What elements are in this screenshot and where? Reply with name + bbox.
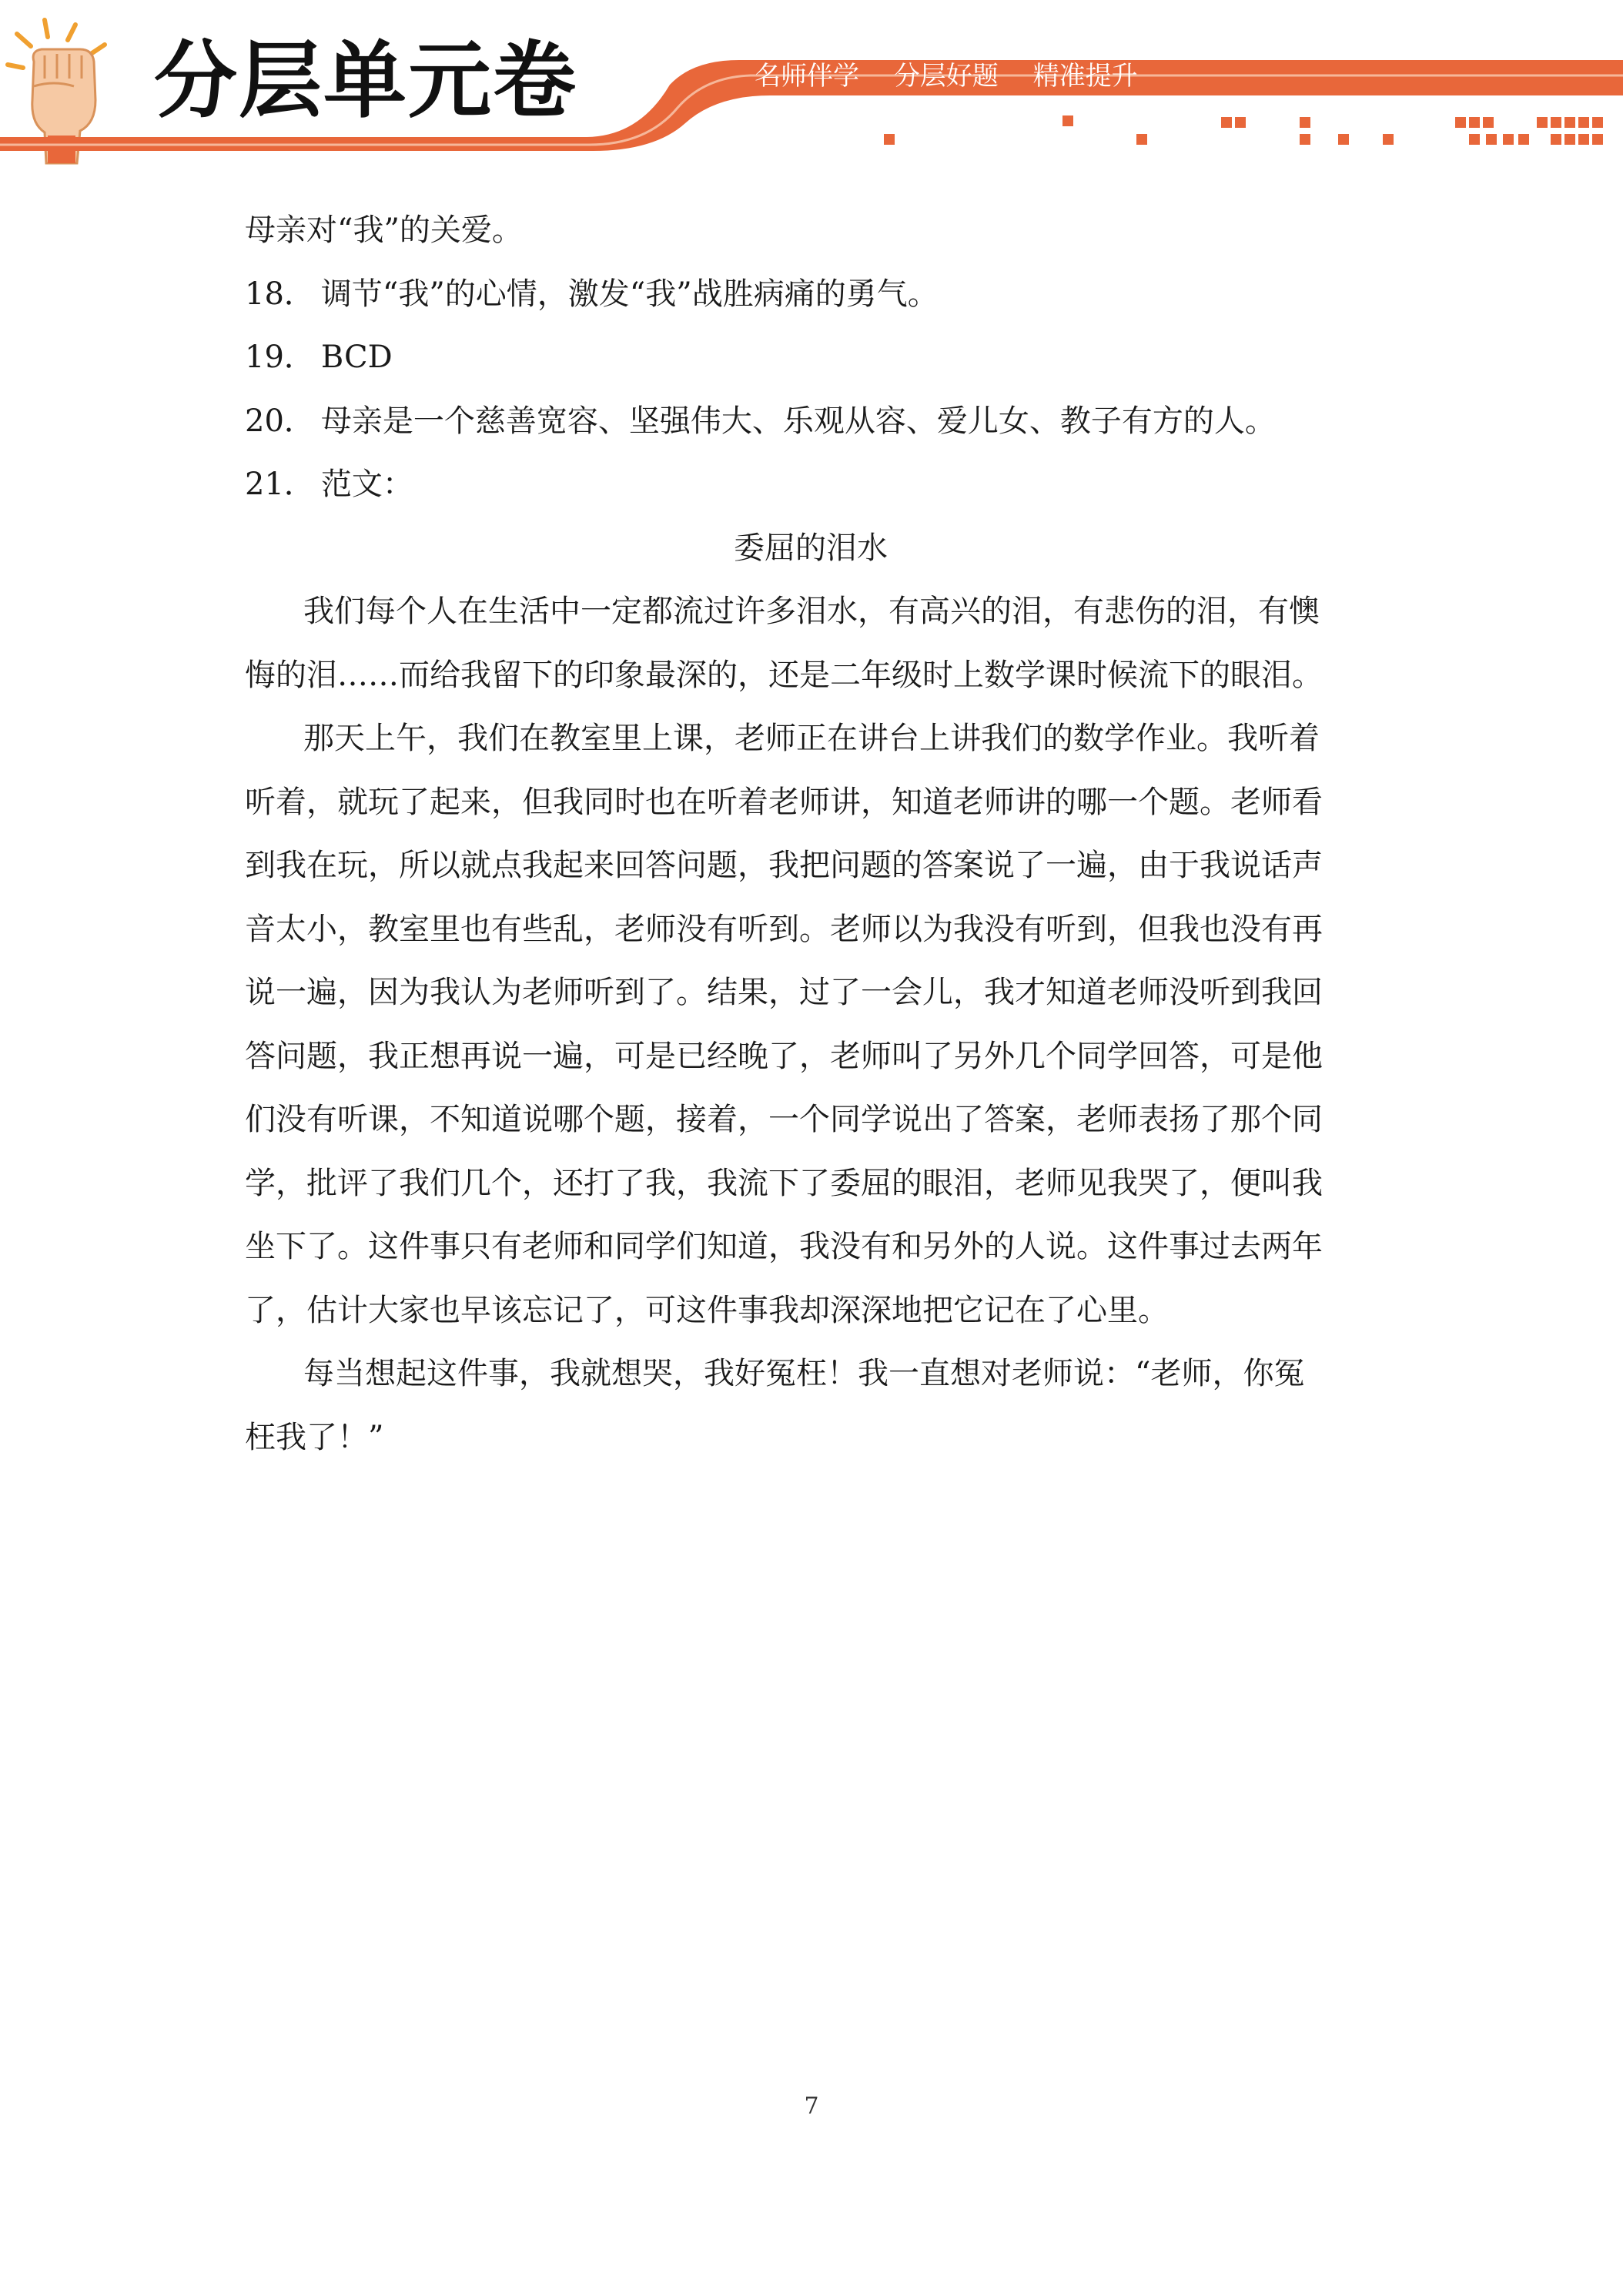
essay-line: 坐下了。这件事只有老师和同学们知道，我没有和另外的人说。这件事过去两年 — [245, 1229, 1323, 1264]
essay-line: 音太小，教室里也有些乱，老师没有听到。老师以为我没有听到，但我也没有再 — [245, 911, 1323, 947]
essay-line: 了，估计大家也早该忘记了，可这件事我却深深地把它记在了心里。 — [245, 1292, 1169, 1328]
essay-line: 到我在玩，所以就点我起来回答问题，我把问题的答案说了一遍，由于我说话声 — [245, 848, 1323, 883]
slogan-item: 名师伴学 — [755, 61, 859, 92]
answer-text: 母亲是一个慈善宽容、坚强伟大、乐观从容、爱儿女、教子有方的人。 — [320, 403, 1276, 439]
answer-20 — [245, 390, 1377, 454]
slogan-item: 精准提升 — [1032, 61, 1138, 92]
essay-line: 我们每个人在生活中一定都流过许多泪水，有高兴的泪，有悲伤的泪，有懊 — [303, 594, 1320, 629]
header-slogan — [755, 61, 1164, 92]
essay-line: 每当想起这件事，我就想哭，我好冤枉！我一直想对老师说：“老师，你冤 — [303, 1356, 1305, 1391]
page-header — [0, 0, 1623, 169]
answer-18 — [245, 263, 1377, 326]
decorative-blocks — [884, 115, 1603, 145]
essay-line: 悔的泪……而给我留下的印象最深的，还是二年级时上数学课时候流下的眼泪。 — [245, 657, 1323, 693]
slogan-item: 分层好题 — [893, 61, 999, 92]
essay-line: 枉我了！” — [245, 1419, 384, 1455]
answer-19 — [245, 326, 1377, 390]
answer-text: 调节“我”的心情，激发“我”战胜病痛的勇气。 — [320, 276, 939, 312]
answer-text: 范文： — [320, 467, 413, 502]
answer-text: BCD — [320, 340, 393, 375]
essay-line: 们没有听课，不知道说哪个题，接着，一个同学说出了答案，老师表扬了那个同 — [245, 1102, 1323, 1137]
page-number: 7 — [804, 2093, 819, 2120]
essay-title: 委屈的泪水 — [734, 530, 888, 566]
page-content — [245, 199, 1377, 1469]
question-number: 20． — [245, 403, 315, 439]
question-number: 18． — [245, 276, 315, 312]
essay-line: 说一遍，因为我认为老师听到了。结果，过了一会儿，我才知道老师没听到我回 — [245, 975, 1323, 1010]
question-number: 21． — [245, 467, 315, 502]
question-number: 19． — [245, 340, 315, 375]
answer-continuation: 母亲对“我”的关爱。 — [245, 213, 523, 248]
essay-line: 听着，就玩了起来，但我同时也在听着老师讲，知道老师讲的哪一个题。老师看 — [245, 784, 1323, 820]
essay-line: 那天上午，我们在教室里上课，老师正在讲台上讲我们的数学作业。我听着 — [303, 721, 1320, 756]
brand-title: 分层单元卷 — [154, 33, 578, 129]
essay-line: 学，批评了我们几个，还打了我，我流下了委屈的眼泪，老师见我哭了，便叫我 — [245, 1165, 1323, 1201]
essay-line: 答问题，我正想再说一遍，可是已经晚了，老师叫了另外几个同学回答，可是他 — [245, 1038, 1323, 1074]
answer-21 — [245, 453, 1377, 517]
